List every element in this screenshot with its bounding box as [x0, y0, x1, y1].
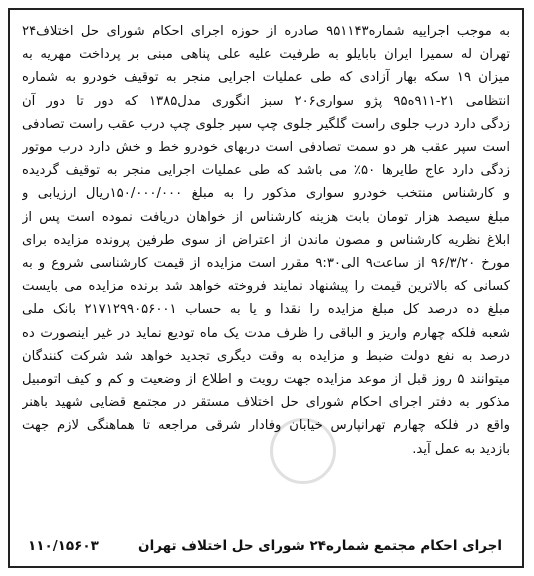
notice-line: مورخ ۹۶/۳/۲۰ از ساعت۹ الی۹:۳۰ مقرر است مزایده از قیمت کارشناسی شروع و به — [22, 256, 510, 272]
notice-line: مبلغ ده درصد کل مبلغ مزایده را نقدا و یا به حساب ۲۱۷۱۲۹۹۰۵۶۰۰۱ بانک ملی — [22, 302, 510, 318]
notice-line: میتوانند ۵ روز قبل از موعد مزایده جهت رویت و اطلاع از وضعیت و کم و کیف اتومبیل — [22, 372, 510, 388]
notice-line: ابلاغ نظریه کارشناس و مصون ماندن از اعتراض از سوی طرفین پرونده مزایده برای — [22, 232, 510, 248]
notice-footer — [22, 534, 510, 558]
notice-line: است سپر عقب هر دو سمت تصادفی است دربهای خودرو خط و خش دارد درب موتور — [22, 140, 510, 156]
notice-body — [22, 20, 510, 461]
notice-line: بازدید به عمل آید. — [412, 441, 510, 457]
notice-line: و کارشناس منتخب خودرو سواری مذکور را به مبلغ ۱۵۰/۰۰۰/۰۰۰ریال ارزیابی و — [22, 186, 510, 202]
notice-line: میزان ۱۹ سکه بهار آزادی که طی عملیات اجرایی منجر به توقیف خودرو به شماره — [22, 70, 510, 86]
reference-number: ۱۱۰/۱۵۶۰۳ — [28, 538, 99, 554]
notice-line: درصد به نفع دولت ضبط و مزایده به وقت دیگری تجدید خواهد شد شرکت کنندگان — [22, 348, 510, 364]
notice-line: زدگی دارد عاج طایرها ۵۰٪ می باشد که طی عملیات اجرایی منجر به توقیف گردیده — [22, 163, 510, 179]
notice-line: مذکور به دفتر اجرای احکام شورای حل اختلاف مستقر در مجتمع قضایی شهید باهنر — [22, 395, 510, 411]
issuer-name: اجرای احکام مجتمع شماره۲۴ شورای حل اختلاف تهران — [138, 538, 502, 554]
notice-line: تهران له سمیرا ایران بابایلو به طرفیت علیه علی پناهی مبنی بر پرداخت مهریه به — [22, 47, 510, 63]
auction-notice — [8, 8, 524, 568]
notice-line: شعبه فلکه چهارم واریز و الباقی را ظرف مدت یک ماه تودیع نماید در غیر اینصورت ده — [22, 325, 510, 341]
notice-line: واقع در فلکه چهارم تهرانپارس خیابان وفادار شرقی مراجعه تا هماهنگی لازم جهت — [22, 418, 510, 434]
notice-line: انتظامی ۲۱-۹۱۱ه۹۵ پژو سواری۲۰۶ سبز انگوری مدل۱۳۸۵ که دور تا دور آن — [22, 93, 510, 109]
notice-line: مبلغ سیصد هزار تومان بابت هزینه کارشناس از خواهان دریافت نموده است پس از — [22, 209, 510, 225]
notice-line: به موجب اجراییه شماره۹۵۱۱۴۳ صادره از حوزه اجرای احکام شورای حل اختلاف۲۴ — [22, 24, 510, 39]
notice-line: زدگی دارد درب جلوی راست گلگیر جلوی چپ سپر جلوی چپ درب عقب راست تصادفی — [22, 116, 510, 132]
notice-line: کسانی که بالاترین قیمت را پیشنهاد نمایند فروخته خواهد شد برنده مزایده می بایست — [22, 279, 510, 295]
